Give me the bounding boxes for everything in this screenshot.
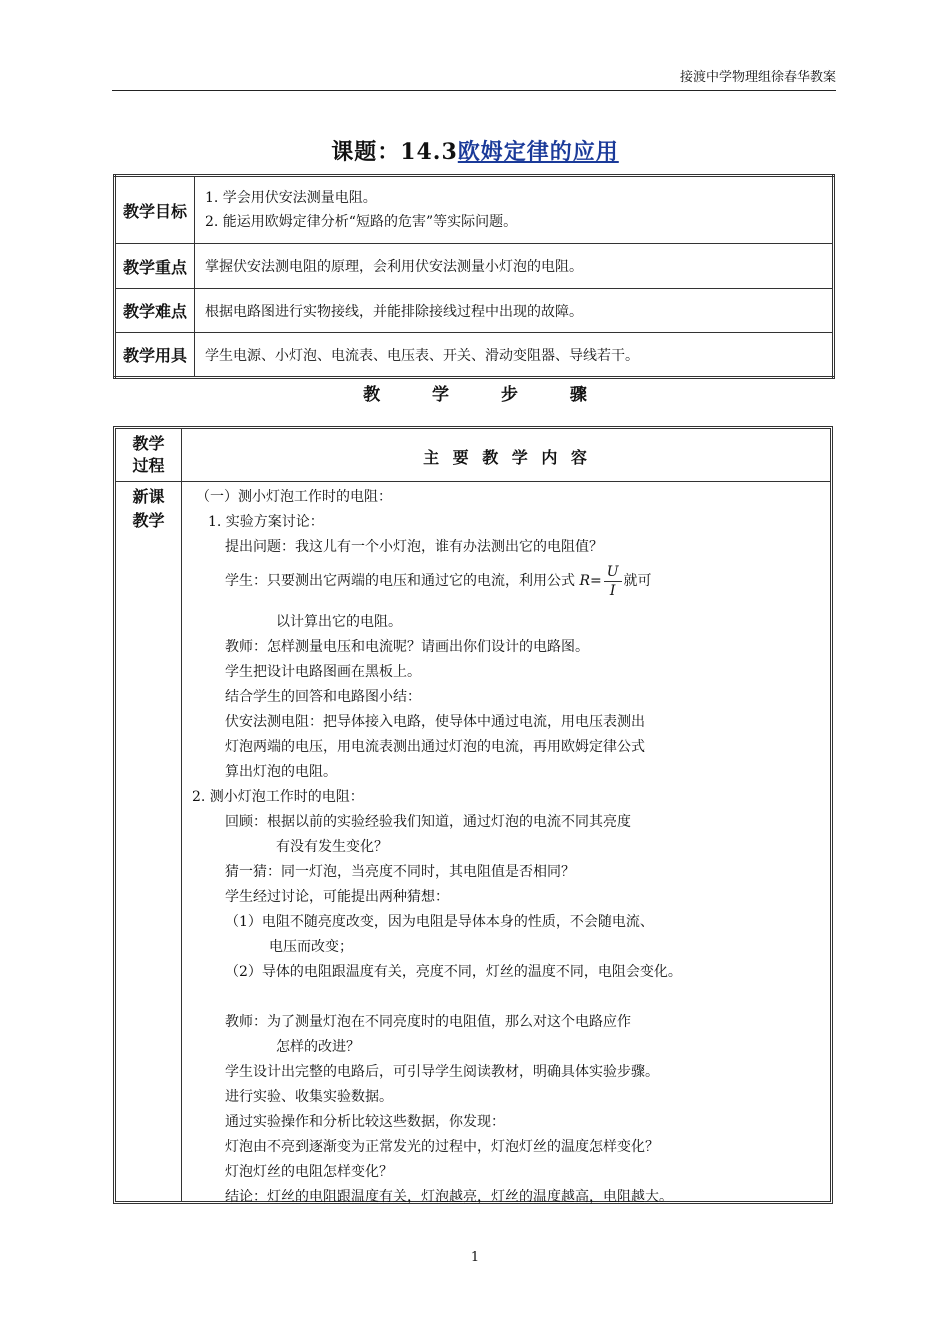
content-line: 1. 实验方案讨论： — [208, 514, 324, 530]
content-line: 进行实验、收集实验数据。 — [225, 1089, 393, 1105]
info-row-difficulty — [115, 289, 834, 333]
content-line: 怎样的改进？ — [276, 1039, 360, 1055]
info-line: 1. 学会用伏安法测量电阻。 — [205, 190, 377, 206]
formula-suffix: 就可 — [623, 573, 652, 589]
content-line: 有没有发生变化？ — [276, 839, 388, 855]
content-line: 教师：为了测量灯泡在不同亮度时的电阻值，那么对这个电路应作 — [225, 1014, 631, 1030]
content-line: 结论：灯丝的电阻跟温度有关，灯泡越亮，灯丝的温度越高，电阻越大。 — [225, 1189, 673, 1205]
main-table — [113, 426, 833, 1204]
header-text: 接渡中学物理组徐春华教案 — [679, 70, 836, 85]
header-row-divider — [116, 481, 830, 482]
fraction — [604, 563, 622, 600]
content-line: 猜一猜：同一灯泡，当亮度不同时，其电阻值是否相同？ — [225, 864, 575, 880]
info-content — [195, 176, 834, 244]
content-line: 回顾：根据以前的实验经验我们知道，通过灯泡的电流不同其亮度 — [225, 814, 631, 830]
info-label: 教学用具 — [115, 333, 195, 378]
content-line: 教师：怎样测量电压和电流呢？请画出你们设计的电路图。 — [225, 639, 589, 655]
title-link[interactable]: 欧姆定律的应用 — [457, 139, 619, 165]
info-table — [113, 174, 835, 379]
content-column-header: 主 要 教 学 内 容 — [423, 448, 589, 467]
info-label: 教学重点 — [115, 244, 195, 289]
info-line: 掌握伏安法测电阻的原理，会利用伏安法测量小灯泡的电阻。 — [195, 244, 834, 289]
content-line: 电压而改变； — [269, 939, 353, 955]
content-line: 学生经过讨论，可能提出两种猜想： — [225, 889, 449, 905]
content-line: 通过实验操作和分析比较这些数据，你发现： — [225, 1114, 505, 1130]
title-prefix: 课题：14.3 — [331, 139, 458, 165]
content-line: 算出灯泡的电阻。 — [225, 764, 337, 780]
content-line: 提出问题：我这儿有一个小灯泡，谁有办法测出它的电阻值？ — [225, 539, 603, 555]
row-label-line: 教学 — [132, 511, 165, 530]
content-line: 2. 测小灯泡工作时的电阻： — [192, 789, 364, 805]
formula-line — [225, 561, 652, 601]
content-line: 结合学生的回答和电路图小结： — [225, 689, 421, 705]
page-number: 1 — [470, 1250, 480, 1265]
header-line: 过程 — [132, 456, 165, 475]
info-row-focus — [115, 244, 834, 289]
formula-prefix: 学生：只要测出它两端的电压和通过它的电流，利用公式 — [225, 573, 580, 589]
content-line: 以计算出它的电阻。 — [276, 614, 402, 630]
info-row-tools — [115, 333, 834, 378]
page-title — [0, 135, 950, 166]
process-column-header — [116, 433, 181, 477]
content-line: 学生设计出完整的电路后，可引导学生阅读教材，明确具体实验步骤。 — [225, 1064, 659, 1080]
info-row-goals — [115, 176, 834, 244]
info-line: 学生电源、小灯泡、电流表、电压表、开关、滑动变阻器、导线若干。 — [195, 333, 834, 378]
content-line: 灯泡灯丝的电阻怎样变化？ — [225, 1164, 393, 1180]
row-label-line: 新课 — [132, 487, 165, 506]
fraction-denominator: I — [609, 582, 616, 599]
column-divider — [181, 429, 182, 1201]
content-line: （2）导体的电阻跟温度有关，亮度不同，灯丝的温度不同，电阻会变化。 — [225, 964, 682, 980]
content-line: （1）电阻不随亮度改变，因为电阻是导体本身的性质，不会随电流、 — [225, 914, 654, 930]
content-line: （一）测小灯泡工作时的电阻： — [196, 489, 392, 505]
row-label — [116, 485, 181, 533]
info-line: 2. 能运用欧姆定律分析“短路的危害”等实际问题。 — [205, 214, 518, 230]
steps-title: 教 学 步 骤 — [363, 385, 587, 405]
content-line: 灯泡由不亮到逐渐变为正常发光的过程中，灯泡灯丝的温度怎样变化？ — [225, 1139, 659, 1155]
info-label: 教学难点 — [115, 289, 195, 333]
header-divider — [112, 90, 836, 91]
info-line: 根据电路图进行实物接线，并能排除接线过程中出现的故障。 — [195, 289, 834, 333]
info-label: 教学目标 — [115, 176, 195, 244]
fraction-numerator: U — [604, 563, 622, 582]
formula-var: R= — [579, 573, 602, 589]
content-line: 灯泡两端的电压，用电流表测出通过灯泡的电流，再用欧姆定律公式 — [225, 739, 645, 755]
content-line: 学生把设计电路图画在黑板上。 — [225, 664, 421, 680]
header-line: 教学 — [132, 434, 165, 453]
content-line: 伏安法测电阻：把导体接入电路，使导体中通过电流，用电压表测出 — [225, 714, 645, 730]
